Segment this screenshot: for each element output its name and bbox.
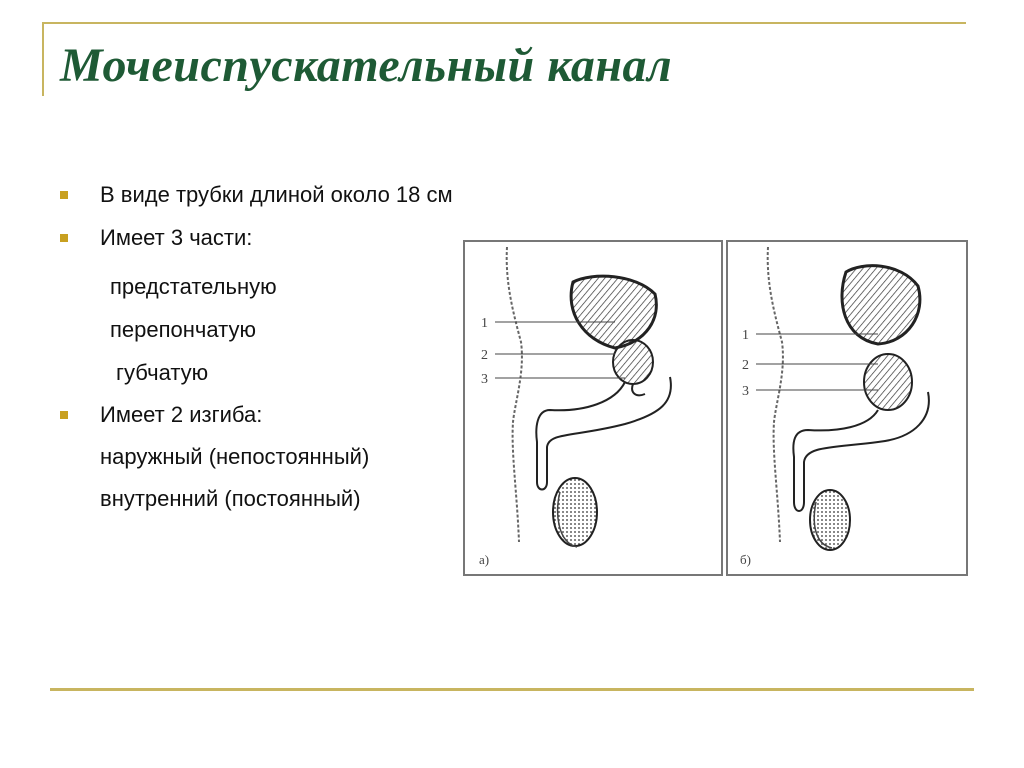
bullet-text: Имеет 3 части: [100,225,253,250]
bottom-rule [50,688,974,691]
label-2: 2 [481,348,488,363]
slide-title: Мочеиспускательный канал [60,39,673,92]
sub-item: наружный (непостоянный) [100,444,370,469]
label-1: 1 [481,316,488,331]
sub-item: губчатую [116,360,209,385]
urethra-diagram-a [463,240,723,576]
left-rule [42,22,44,96]
bullet-text: Имеет 2 изгиба: [100,402,263,427]
bullet-square-icon [60,234,68,242]
sub-item: перепончатую [110,317,256,342]
label-3: 3 [481,372,488,387]
figure-caption: б) [740,552,751,567]
bullet-text: В виде трубки длиной около 18 см [100,182,453,207]
figure-caption: а) [479,552,490,567]
urethra-illustration-b [728,242,966,574]
label-1: 1 [742,328,749,343]
bullet-square-icon [60,411,68,419]
label-2: 2 [742,358,749,373]
sub-item: предстательную [110,274,277,299]
sub-item: внутренний (постоянный) [100,486,361,511]
top-rule [42,22,966,24]
urethra-diagram-b [726,240,968,576]
label-3: 3 [742,384,749,399]
bullet-square-icon [60,191,68,199]
urethra-illustration-a [465,242,721,574]
